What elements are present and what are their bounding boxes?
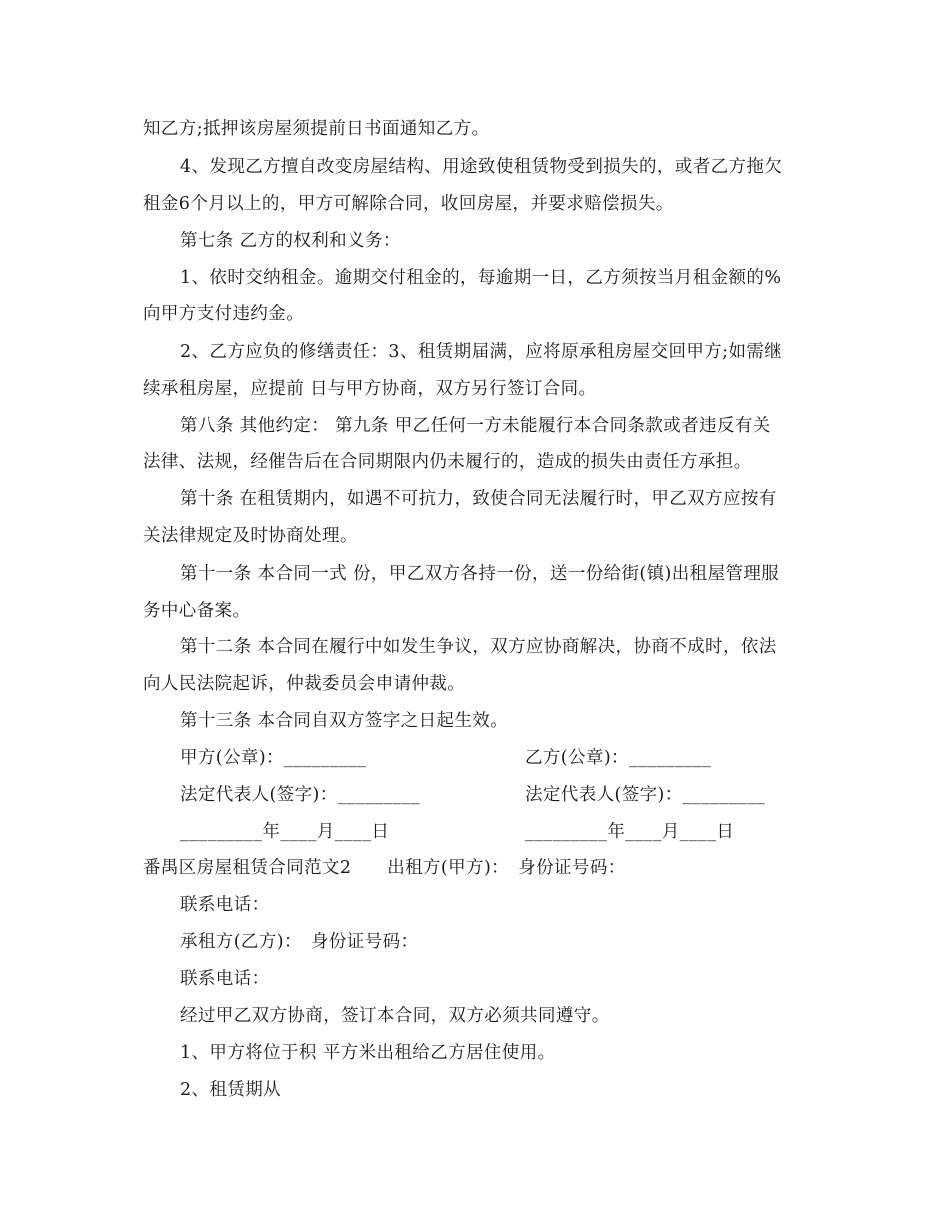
paragraph-line: 第八条 其他约定： 第九条 甲乙任何一方未能履行本合同条款或者违反有关 [180, 416, 771, 436]
article-heading: 第七条 乙方的权利和义务： [180, 231, 401, 251]
paragraph-line: 第十二条 本合同在履行中如发生争议，双方应协商解决，协商不成时，依法 [180, 637, 777, 657]
paragraph-line: 经过甲乙双方协商，签订本合同，双方必须共同遵守。 [180, 1006, 610, 1026]
party-a-representative-line: 法定代表人(签字)：_________ [180, 785, 421, 805]
party-b-representative-line: 法定代表人(签字)：_________ [525, 785, 766, 805]
paragraph-line: 租金6个月以上的，甲方可解除合同，收回房屋，并要求赔偿损失。 [143, 194, 674, 214]
paragraph-line: 1、依时交纳租金。逾期交付租金的，每逾期一日，乙方须按当月租金额的% [180, 268, 782, 288]
paragraph-line: 1、甲方将位于积 平方米出租给乙方居住使用。 [180, 1043, 556, 1063]
party-b-seal-line: 乙方(公章)：_________ [525, 748, 712, 768]
paragraph-line: 法律、法规，经催告后在合同期限内仍未履行的，造成的损失由责任方承担。 [143, 452, 752, 472]
paragraph-line: 4、发现乙方擅自改变房屋结构、用途致使租赁物受到损失的，或者乙方拖欠 [180, 157, 783, 177]
paragraph-line: 第十一条 本合同一式 份，甲乙双方各持一份，送一份给街(镇)出租屋管理服 [180, 564, 780, 584]
paragraph-line: 第十三条 本合同自双方签字之日起生效。 [180, 711, 509, 731]
paragraph-line: 务中心备案。 [143, 601, 251, 621]
paragraph-line: 承租方(乙方)： 身份证号码： [180, 932, 419, 952]
paragraph-line: 向甲方支付违约金。 [143, 304, 305, 324]
section-title-line: 番禺区房屋租赁合同范文2 出租方(甲方)： 身份证号码： [143, 858, 626, 878]
paragraph-line: 第十条 在租赁期内，如遇不可抗力，致使合同无法履行时，甲乙双方应按有 [180, 489, 777, 509]
paragraph-line: 关法律规定及时协商处理。 [143, 526, 358, 546]
paragraph-line: 续承租房屋，应提前 日与甲方协商，双方另行签订合同。 [143, 379, 597, 399]
paragraph-line: 2、乙方应负的修缮责任：3、租赁期届满，应将原承租房屋交回甲方;如需继 [180, 342, 783, 362]
paragraph-line: 向人民法院起诉，仲裁委员会申请仲裁。 [143, 674, 466, 694]
paragraph-line: 2、租赁期从 [180, 1080, 282, 1100]
paragraph-line: 联系电话： [180, 969, 270, 989]
paragraph-line: 联系电话： [180, 895, 270, 915]
party-a-date-line: _________年____月____日 [180, 822, 390, 842]
paragraph-line: 知乙方;抵押该房屋须提前日书面通知乙方。 [143, 119, 490, 139]
party-a-seal-line: 甲方(公章)：_________ [180, 748, 367, 768]
party-b-date-line: _________年____月____日 [525, 822, 735, 842]
